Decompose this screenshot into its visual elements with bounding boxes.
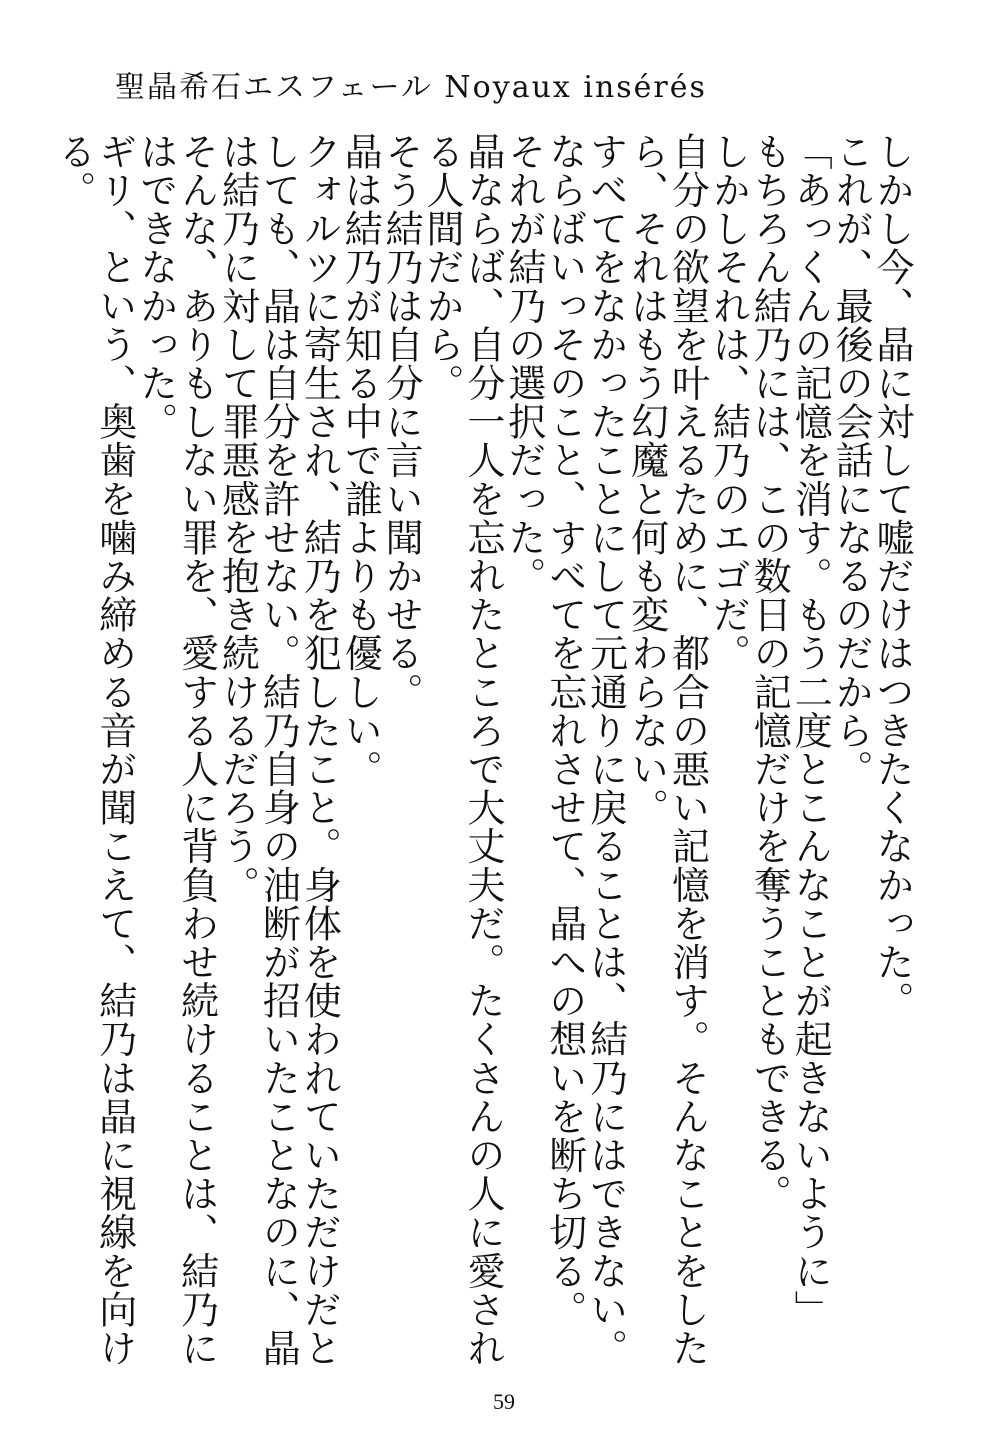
paragraph: ならばいっそのこと、すべてを忘れさせて、晶への想いを断ち切る。	[542, 132, 587, 1329]
paragraph: 晶ならば、自分一人を忘れたところで大丈夫だ。たくさんの人に愛される人間だから。	[420, 132, 505, 1368]
paragraph: もちろん結乃には、この数日の記憶だけを奪うこともできる。	[747, 132, 792, 1213]
page-number: 59	[493, 1389, 515, 1414]
paragraph: すべてをなかったことにして元通りに戻ることは、結乃にはできない。	[583, 132, 628, 1368]
paragraph: そう結乃は自分に言い聞かせる。	[379, 132, 424, 711]
paragraph: 「あっくんの記憶を消す。もう二度とこんなことが起きないように」	[788, 132, 833, 1329]
running-header: 聖晶希石エスフェール Noyaux insérés	[115, 70, 707, 105]
paragraph: これが、最後の会話になるのだから。	[829, 132, 874, 789]
paragraph: 晶は結乃が知る中で誰よりも優しい。	[338, 132, 383, 789]
paragraph: しかしそれは、結乃のエゴだ。	[706, 132, 751, 673]
paragraph: しかし今、晶に対して嘘だけはつきたくなかった。	[870, 132, 914, 1020]
paragraph: それが結乃の選択だった。	[501, 132, 546, 596]
body-text	[53, 132, 912, 1382]
paragraph: 自分の欲望を叶えるために、都合の悪い記憶を消す。そんなことをしたら、それはもう幻魔と何も変わらない。	[624, 132, 710, 1368]
paragraph: そんな、ありもしない罪を、愛する人に背負わせ続けることは、結乃にはできなかった。	[133, 132, 219, 1368]
paragraph: クォルツに寄生され、結乃を犯したこと。身体を使われていただけだとしても、晶は自分を許せない。結乃自身の油断が招いたことなのに、晶は結乃に対して罪悪感を抱き続けるだろう。	[215, 132, 342, 1368]
paragraph: ギリ、という、奥歯を噛み締める音が聞こえて、結乃は晶に視線を向ける。	[51, 132, 137, 1368]
